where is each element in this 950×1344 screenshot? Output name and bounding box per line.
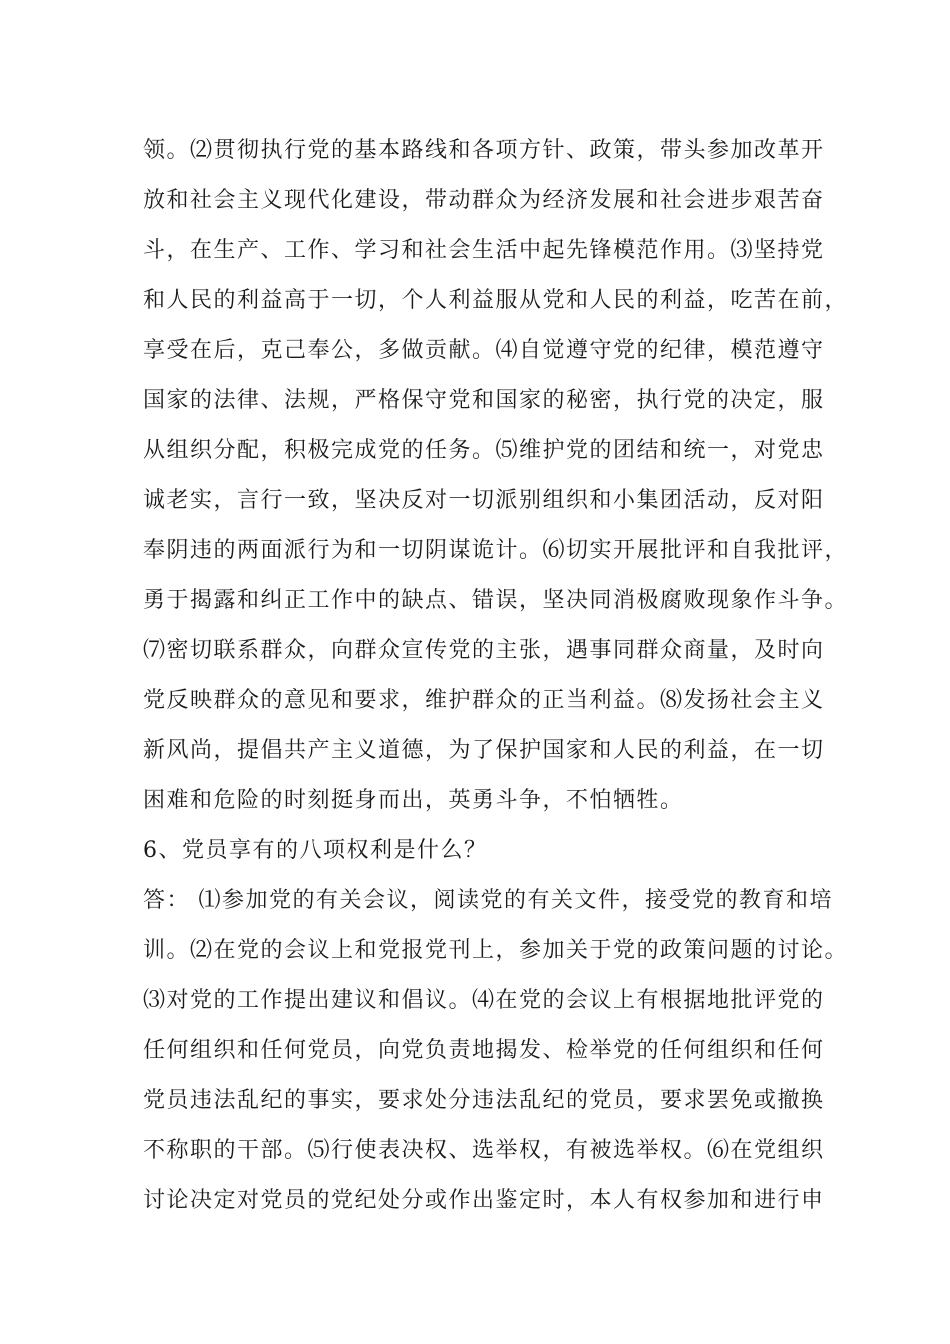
text-line: 奉阴违的两面派行为和一切阴谋诡计。⑹切实开展批评和自我批评， bbox=[143, 538, 849, 563]
text-line: 勇于揭露和纠正工作中的缺点、错误，坚决同消极腐败现象作斗争。 bbox=[143, 588, 849, 613]
text-line: 领。⑵贯彻执行党的基本路线和各项方针、政策，带头参加改革开 bbox=[143, 138, 825, 163]
text-line: 斗，在生产、工作、学习和社会生活中起先锋模范作用。⑶坚持党 bbox=[143, 238, 825, 263]
text-line: ⑺密切联系群众，向群众宣传党的主张，遇事同群众商量，及时向 bbox=[143, 638, 825, 663]
text-line: 和人民的利益高于一切，个人利益服从党和人民的利益，吃苦在前， bbox=[143, 288, 849, 313]
text-line: 任何组织和任何党员，向党负责地揭发、检举党的任何组织和任何 bbox=[143, 1038, 825, 1063]
text-line: 放和社会主义现代化建设，带动群众为经济发展和社会进步艰苦奋 bbox=[143, 188, 825, 213]
text-line: 新风尚，提倡共产主义道德，为了保护国家和人民的利益，在一切 bbox=[143, 738, 825, 763]
text-line: 困难和危险的时刻挺身而出，英勇斗争，不怕牺牲。 bbox=[143, 788, 684, 813]
text-line: 从组织分配，积极完成党的任务。⑸维护党的团结和统一，对党忠 bbox=[143, 438, 825, 463]
text-line: 训。⑵在党的会议上和党报党刊上，参加关于党的政策问题的讨论。 bbox=[143, 938, 849, 963]
text-line: ⑶对党的工作提出建议和倡议。⑷在党的会议上有根据地批评党的 bbox=[143, 988, 825, 1013]
answer-line: 答： ⑴参加党的有关会议，阅读党的有关文件，接受党的教育和培 bbox=[143, 888, 833, 913]
text-line: 讨论决定对党员的党纪处分或作出鉴定时，本人有权参加和进行申 bbox=[143, 1188, 825, 1213]
text-line: 党反映群众的意见和要求，维护群众的正当利益。⑻发扬社会主义 bbox=[143, 688, 825, 713]
text-line: 享受在后，克己奉公，多做贡献。⑷自觉遵守党的纪律，模范遵守 bbox=[143, 338, 825, 363]
document-body bbox=[143, 126, 849, 1226]
text-line: 党员违法乱纪的事实，要求处分违法乱纪的党员，要求罢免或撤换 bbox=[143, 1088, 825, 1113]
text-line: 国家的法律、法规，严格保守党和国家的秘密，执行党的决定，服 bbox=[143, 388, 825, 413]
question-heading: 6、党员享有的八项权利是什么？ bbox=[143, 838, 488, 863]
text-line: 不称职的干部。⑸行使表决权、选举权，有被选举权。⑹在党组织 bbox=[143, 1138, 825, 1163]
text-line: 诚老实，言行一致，坚决反对一切派别组织和小集团活动，反对阳 bbox=[143, 488, 825, 513]
